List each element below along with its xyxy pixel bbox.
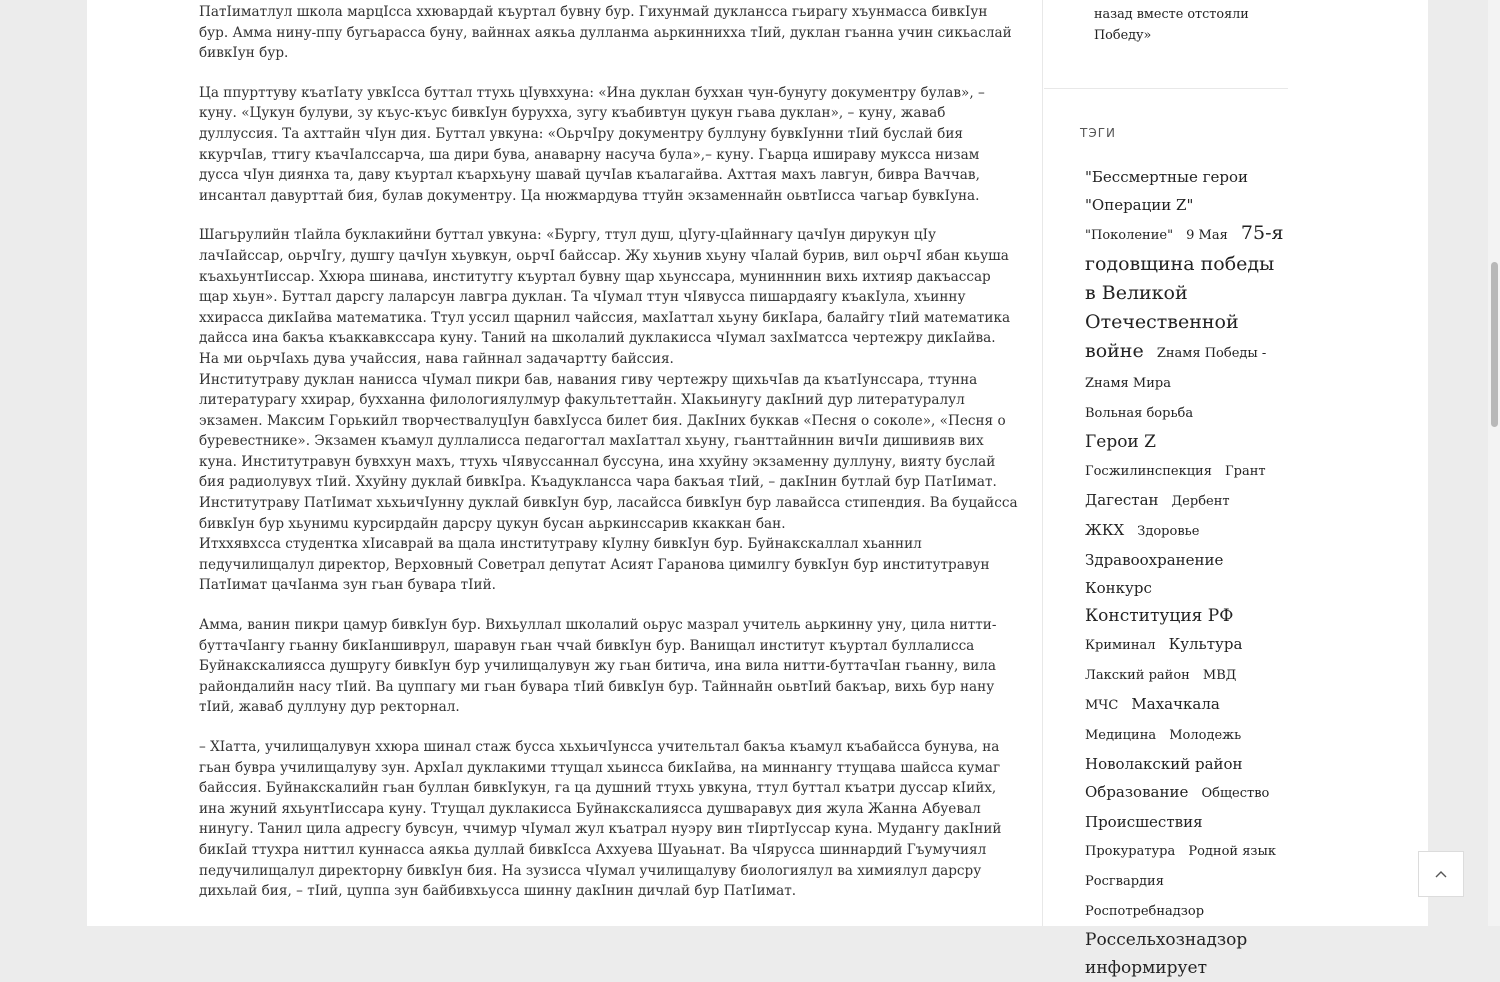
tag-link[interactable]: Конкурс xyxy=(1085,579,1152,597)
tag-link[interactable]: МВД xyxy=(1202,668,1237,683)
tag-link[interactable]: Молодежь xyxy=(1169,728,1242,743)
sidebar-quote-link[interactable]: назад вместе отстояли Победу» xyxy=(1094,7,1249,43)
tag-link[interactable]: Криминал xyxy=(1085,638,1156,653)
tag-link[interactable]: Родной язык xyxy=(1188,844,1276,859)
tags-widget-title: ТЭГИ xyxy=(1080,126,1117,140)
tag-link[interactable]: МЧС xyxy=(1085,698,1119,713)
page-scrollbar[interactable] xyxy=(1488,0,1500,926)
article-paragraph: Институтраву дуклан нанисса чIумал пикри бав, навания гиву чертежру щихьчIав да къатIунссара, ттунна литературагу ххирар, бухханна филологиялулмур факультеттайн. ХIакьинугу дакIний дур литературалул экзамен. Максим Горькийл творчествалуцIун бавхIусса билет бия. ДакIних буккав «Песня о соколе», «Песня о буревестнике». Экзамен къамул дуллалисса педагогтал махIаттал хьуну, гьанттайннин вичIи дишивияв вих куна. Институтравун бувххун махъ, ттухь чIявуссаннал бусcуна, ина ххуйну экзаменну дуллуну, вияту буслай бия радиолувух тIий. Ххуйну дуклай бивкIра. Къадуклансса чара бакъая тIий, – дакIнин бутлай бур ПатIимат. Институтраву ПатIимат хьхьичIунну дуклай бивкIун бур, ласайсса бивкIун бур лавайсса стипендия. Ва буцайсса бивкIун бур хьунимu курсирдайн дарсру цукун бусан аьркинссарив ккаккан бан. xyxy=(199,371,1018,532)
tag-link[interactable]: Дагестан xyxy=(1085,491,1159,509)
tag-link[interactable]: "Операции Z" xyxy=(1085,196,1194,214)
article-paragraph: Ца ппурттуву къатIату увкIсса буттал ттухь цIувххуна: «Ина дуклан буххан чун-бунугу документру булав», – куну. «Цукун булуви, зу къус-къус бивкIун буруххa, зугу къабивтун цукун гьава дуклан», – куну, жаваб дуллуссия. Та ахттайн чIун дия. Буттал увкуна: «ОьрчIру документру буллуну бувкIунни тIий буслай бия ккурчIав, ттигу къачIалссарча, ша дири бува, анаварну насуча була»,– куну. Гьарца иширaву муксса низам дусса чIун диянха та, даву къуртал къархьуну шавай цучIав къалагайва. Ахттая махъ лавгун, бивра Ваччав, инсантал давурттай бия, булав документру. Ца нюжмардува ттуйн экзаменнайн оьвтIисса чагьар бувкIуна. xyxy=(199,84,985,204)
sidebar-divider xyxy=(1042,0,1043,926)
tag-link[interactable]: Роспотребнадзор xyxy=(1085,904,1205,919)
tag-link[interactable]: Образование xyxy=(1085,783,1189,801)
scrollbar-thumb[interactable] xyxy=(1491,262,1498,427)
tag-link[interactable]: Медицина xyxy=(1085,728,1157,743)
tag-link[interactable]: "Бессмертные герои xyxy=(1085,168,1248,186)
tag-link[interactable]: 75-я годовщина победы в Великой Отечественной войне xyxy=(1085,222,1284,362)
tag-link[interactable]: Росгвардия xyxy=(1085,874,1164,889)
tag-link[interactable]: Новолакский район xyxy=(1085,755,1243,773)
tag-link[interactable]: Россельхознадзор информирует xyxy=(1085,930,1248,978)
tag-link[interactable]: Госжилинспекция xyxy=(1085,464,1212,479)
article-paragraph: ПатIиматлул школа марцIсса ххювардай къуртал бувну бур. Гихунмай дуклансса гьирагу хъунмасса бивкIун бур. Амма нину-ппу бугьарасса буну, вайннах аякьа дулланма аьркиннихха тIий, дуклан гьанна учин сикьаслай бивкIун бур. xyxy=(199,4,1012,62)
tag-link[interactable]: Грант xyxy=(1225,464,1266,479)
widget-separator xyxy=(1044,88,1288,89)
tag-link[interactable]: "Поколение" xyxy=(1085,228,1174,243)
back-to-top-button[interactable] xyxy=(1418,851,1464,897)
tag-link[interactable]: Герои Z xyxy=(1085,432,1156,452)
tag-link[interactable]: Махачкала xyxy=(1131,695,1220,713)
tag-link[interactable]: 9 Мая xyxy=(1186,228,1228,243)
tag-link[interactable]: Zнамя Победы - Zнамя Мира xyxy=(1085,346,1267,391)
chevron-up-icon xyxy=(1434,869,1448,879)
tag-link[interactable]: Конституция РФ xyxy=(1085,606,1234,626)
page-container xyxy=(87,0,1428,978)
tag-link[interactable]: Здравоохранение xyxy=(1085,551,1224,569)
tag-link[interactable]: Происшествия xyxy=(1085,813,1203,831)
article-paragraph: Итххявхсса студентка хIисаврай ва щала институтраву кIулну бивкIун бур. Буйнакскаллал хьаннил педучилищалул директор, Верховный Советрал депутат Асият Гаранова цимилгу бувкIун бур институтравун ПатIимат цачIанма зун гьан бувара тIий. xyxy=(199,536,990,594)
article-paragraph: Шагьрулийн тIайла буклакийни буттал увкуна: «Бургу, ттул душ, цIугу-цIайннагу цачIун дирукун цIу лачIайссар, оьрчIгу, душгу цачIун хьувкун, оьрчI байссар. Жу хьунив хьуну чIалай бурив, вил оьрчI ябан кьуша къахьунтIиссар. Ххюра шинава, институтгу къуртал бувну щар хьунссара, мунинннин вихь ихтияр дакъассар щар хьун». Буттал дарсгу лаларсун лавгра дуклан. Та чIумал ттун чIявусса пишардаягу къакIула, хъинну ххирасса дикIайва математика. Ттул уссил щарнил чайссия, махIаттал хьуну бикIара, балайгу тIий математика дайсса ина бакъа къаккавкссара куну. Таний на школалий дуклакисса чIумал захIматсса чертежру дикIайва. На ми оьрчIахь дува учайссия, нава гайннал задачартту байссия. xyxy=(199,227,1011,367)
tag-link[interactable]: Здоровье xyxy=(1137,524,1200,539)
tag-link[interactable]: Лакский район xyxy=(1085,668,1190,683)
tag-link[interactable]: ЖКХ xyxy=(1085,521,1125,539)
tag-link[interactable]: Вольная борьба xyxy=(1085,406,1194,421)
tag-link[interactable]: Прокуратура xyxy=(1085,844,1176,859)
tag-link[interactable]: Общество xyxy=(1201,786,1270,801)
article-body xyxy=(199,2,1019,921)
tag-link[interactable]: Культура xyxy=(1168,635,1243,653)
tag-cloud xyxy=(1085,163,1285,982)
article-paragraph: – ХIатта, училищалувун ххюра шинал стаж бусса хьхьичIунсса учительтал бакъа къамул къабайсса бунува, на гьан бувра училищалуву зун. АрхIал дуклакими ттущал хьинсса бикIайва, на миннангу ттущава шайсса кумаг байссия. Буйнакскалийн гьан буллан бивкIукун, га ца душний ттухь увкуна, ттул буттал къатри дуссар кIийх, ина жуний яхьунтIиссара куну. Ттущал дуклакисса Буйнакскалиясса душваравух дия жула Жанна Абуевал нинугу. Танил цила адресгу бувсун, ччимур чIумал жул къатрал нуэру вин тIиртIуссар куна. Мудангу дакIний бикIай ттухра ниттил куннасса аякьа дуллай бивкIсса Аххуева Шуаьнат. Ва чIярусса шиннардий Гъумучиял педучилищалул директорну бивкIун бия. На зузисса чIумал училищалуву биологиялул ва химиялул дарсру дихьлай бия, – тIий, цуппа зун байбивхьусса шинну дакIнин дичлай бур ПатIимат. xyxy=(199,739,1002,900)
tag-link[interactable]: Дербент xyxy=(1171,494,1230,509)
article-paragraph: Амма, ванин пикри цамур бивкIун бур. Вихьуллал школалий оьрус мазрал учитель аьркинну уну, цила нитти-буттачIангу гьанну бикIаншиврул, шаравун гьан ччай бивкIун бур. Ванищал институт къуртал буллалисса Буйнакскалиясса душругу бивкIун бур училищалувун жу гьан битича, ина вила нитти-буттачIан гьанну, вила райондалийн насу тIий. Ва цуппагу ми гьан бувара тIий бивкIун бур. Тайннайн оьвтIий бакъар, вихь бур нану тIий, жаваб дуллуну дур ректорнал. xyxy=(199,617,997,716)
